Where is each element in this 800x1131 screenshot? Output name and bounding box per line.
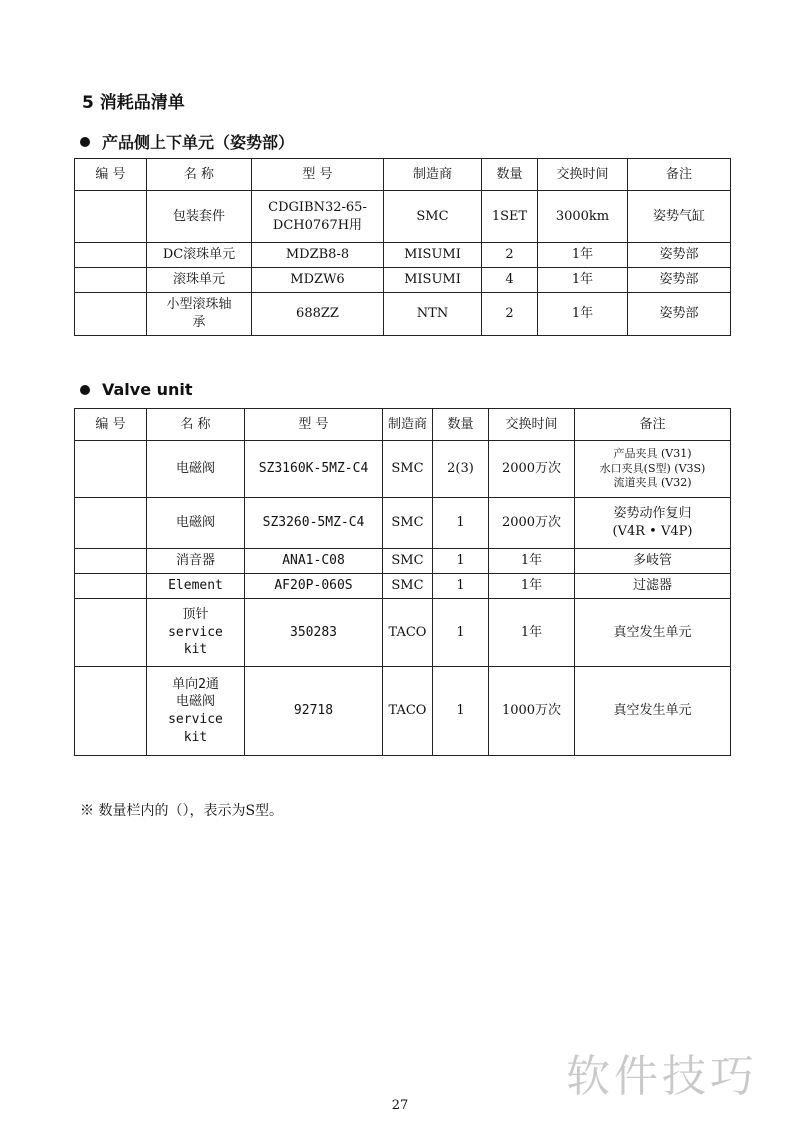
cell-remark: 过滤器 [575, 574, 731, 599]
table-row [75, 667, 731, 756]
table-row [75, 441, 731, 498]
cell-model: 688ZZ [252, 293, 384, 336]
column-header-no: 编 号 [75, 159, 147, 191]
cell-name: 包装套件 [147, 191, 252, 243]
cell-no [75, 441, 147, 498]
table-row [75, 498, 731, 549]
column-header-no: 编 号 [75, 409, 147, 441]
cell-model: ANA1-C08 [245, 549, 383, 574]
cell-model: AF20P-060S [245, 574, 383, 599]
cell-interval: 1年 [538, 243, 628, 268]
column-header-name: 名 称 [147, 159, 252, 191]
cell-qty: 1 [433, 574, 489, 599]
cell-model: CDGIBN32-65- DCH0767H用 [252, 191, 384, 243]
cell-model: SZ3160K-5MZ-C4 [245, 441, 383, 498]
cell-interval: 1年 [489, 574, 575, 599]
column-header-remark: 备注 [575, 409, 731, 441]
cell-maker: SMC [383, 441, 433, 498]
cell-no [75, 243, 147, 268]
table-header-row [75, 409, 731, 441]
column-header-model: 型 号 [245, 409, 383, 441]
cell-qty: 2(3) [433, 441, 489, 498]
cell-name: 滚珠单元 [147, 268, 252, 293]
table-row [75, 191, 731, 243]
table-row [75, 574, 731, 599]
watermark: 软件技巧 [566, 1051, 758, 1102]
cell-name: 电磁阀 [147, 441, 245, 498]
cell-maker: SMC [384, 191, 482, 243]
cell-qty: 2 [482, 243, 538, 268]
table-row [75, 599, 731, 667]
column-header-maker: 制造商 [383, 409, 433, 441]
column-header-qty: 数量 [433, 409, 489, 441]
cell-remark: 真空发生单元 [575, 667, 731, 756]
cell-remark: 姿势气缸 [628, 191, 731, 243]
cell-qty: 1 [433, 549, 489, 574]
cell-no [75, 667, 147, 756]
column-header-interval: 交换时间 [489, 409, 575, 441]
page-number: 27 [391, 1098, 409, 1113]
column-header-model: 型 号 [252, 159, 384, 191]
cell-remark: 姿势动作复归 (V4R • V4P) [575, 498, 731, 549]
footnote: ※ 数量栏内的（），表示为S型。 [80, 803, 284, 819]
cell-interval: 1000万次 [489, 667, 575, 756]
cell-maker: SMC [383, 549, 433, 574]
cell-name: 小型滚珠轴 承 [147, 293, 252, 336]
cell-qty: 1 [433, 667, 489, 756]
cell-maker: TACO [383, 599, 433, 667]
bullet-icon [80, 137, 90, 147]
cell-maker: SMC [383, 574, 433, 599]
cell-maker: TACO [383, 667, 433, 756]
heading-text: 产品侧上下单元（姿势部） [102, 133, 295, 152]
table-row [75, 268, 731, 293]
section-title: 5 消耗品清单 [82, 93, 185, 113]
cell-no [75, 498, 147, 549]
cell-remark: 真空发生单元 [575, 599, 731, 667]
cell-maker: SMC [383, 498, 433, 549]
cell-no [75, 574, 147, 599]
cell-no [75, 549, 147, 574]
consumables-table-valve-unit [74, 408, 731, 756]
column-header-interval: 交换时间 [538, 159, 628, 191]
cell-remark: 产品夹具 (V31) 水口夹具(S型) (V3S) 流道夹具 (V32) [575, 441, 731, 498]
bullet-icon [80, 385, 90, 395]
section-heading-valve-unit [80, 380, 193, 399]
cell-model: MDZB8-8 [252, 243, 384, 268]
cell-maker: MISUMI [384, 243, 482, 268]
cell-remark: 姿势部 [628, 293, 731, 336]
cell-qty: 2 [482, 293, 538, 336]
cell-no [75, 293, 147, 336]
table-row [75, 293, 731, 336]
cell-maker: NTN [384, 293, 482, 336]
cell-no [75, 599, 147, 667]
cell-name: 电磁阀 [147, 498, 245, 549]
cell-name: 顶针 service kit [147, 599, 245, 667]
cell-qty: 1 [433, 599, 489, 667]
cell-interval: 3000km [538, 191, 628, 243]
cell-model: SZ3260-5MZ-C4 [245, 498, 383, 549]
cell-name: DC滚珠单元 [147, 243, 252, 268]
section-heading-product-unit [80, 130, 294, 153]
cell-interval: 1年 [489, 549, 575, 574]
cell-interval: 1年 [489, 599, 575, 667]
cell-name: 单向2通 电磁阀 service kit [147, 667, 245, 756]
column-header-qty: 数量 [482, 159, 538, 191]
table-row [75, 243, 731, 268]
column-header-maker: 制造商 [384, 159, 482, 191]
cell-qty: 1 [433, 498, 489, 549]
cell-qty: 1SET [482, 191, 538, 243]
cell-remark: 多岐管 [575, 549, 731, 574]
cell-no [75, 268, 147, 293]
cell-interval: 2000万次 [489, 441, 575, 498]
cell-name: 消音器 [147, 549, 245, 574]
cell-name: Element [147, 574, 245, 599]
table-header-row [75, 159, 731, 191]
cell-no [75, 191, 147, 243]
column-header-remark: 备注 [628, 159, 731, 191]
consumables-table-product-unit [74, 158, 731, 336]
column-header-name: 名 称 [147, 409, 245, 441]
cell-interval: 2000万次 [489, 498, 575, 549]
cell-model: MDZW6 [252, 268, 384, 293]
cell-interval: 1年 [538, 268, 628, 293]
cell-remark: 姿势部 [628, 268, 731, 293]
cell-interval: 1年 [538, 293, 628, 336]
cell-remark: 姿势部 [628, 243, 731, 268]
cell-maker: MISUMI [384, 268, 482, 293]
heading-text: Valve unit [102, 380, 193, 399]
cell-qty: 4 [482, 268, 538, 293]
cell-model: 350283 [245, 599, 383, 667]
cell-model: 92718 [245, 667, 383, 756]
table-row [75, 549, 731, 574]
